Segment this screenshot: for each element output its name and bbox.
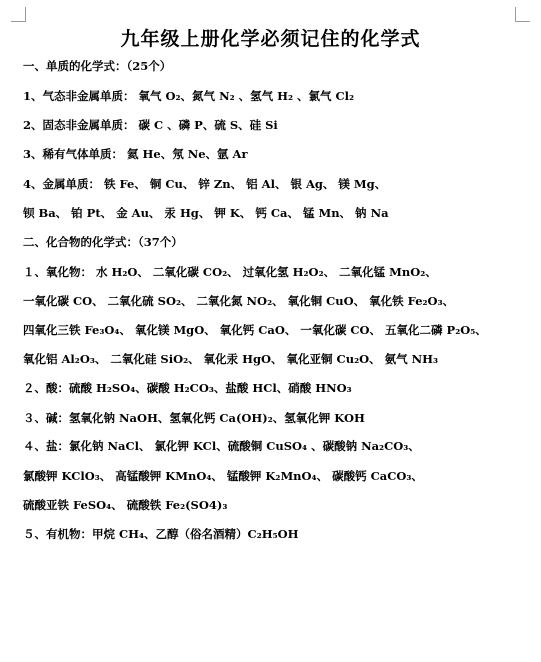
text-line <box>23 497 533 513</box>
crop-mark-top-right <box>515 7 530 22</box>
line-text: 一氧化碳 CO、 二氧化硫 SO₂、 二氧化氮 NO₂、 氧化铜 CuO、 氧化铁 Fe₂O₃、 <box>23 294 455 308</box>
line-text: 3、稀有气体单质： 氦 He、氖 Ne、氩 Ar <box>23 147 248 161</box>
line-text: 钡 Ba、 铂 Pt、 金 Au、 汞 Hg、 钾 K、 钙 Ca、 锰 Mn、 钠 Na <box>23 206 389 220</box>
text-line <box>23 468 533 484</box>
text-line <box>23 351 533 367</box>
text-line <box>23 380 533 396</box>
line-text: １、氧化物： 水 H₂O、 二氧化碳 CO₂、 过氧化氢 H₂O₂、 二氧化锰 MnO₂、 <box>23 265 437 279</box>
page-title: 九年级上册化学必须记住的化学式 <box>120 28 421 50</box>
text-line <box>23 58 533 74</box>
text-line <box>23 293 533 309</box>
line-text: ２、酸：硫酸 H₂SO₄、碳酸 H₂CO₃、盐酸 HCl、硝酸 HNO₃ <box>23 381 352 395</box>
line-text: 氧化铝 Al₂O₃、 二氧化硅 SiO₂、 氧化汞 HgO、 氧化亚铜 Cu₂O、 氨气 NH₃ <box>23 352 439 366</box>
text-line <box>23 117 533 133</box>
text-line <box>23 264 533 280</box>
text-line <box>23 410 533 426</box>
line-text: 二、化合物的化学式：（37个） <box>23 235 183 249</box>
line-text: 2、固态非金属单质： 碳 C 、磷 P、硫 S、硅 Si <box>23 118 278 132</box>
line-text: ５、有机物：甲烷 CH₄、乙醇（俗名酒精）C₂H₅OH <box>23 527 299 541</box>
line-text: ３、碱：氢氧化钠 NaOH、氢氧化钙 Ca(OH)₂、氢氧化钾 KOH <box>23 411 365 425</box>
line-text: 四氧化三铁 Fe₃O₄、 氧化镁 MgO、 氧化钙 CaO、 一氧化碳 CO、 五氧化二磷 P₂O₅、 <box>23 323 487 337</box>
text-line <box>23 234 533 250</box>
line-text: 4、金属单质： 铁 Fe、 铜 Cu、 锌 Zn、 铝 Al、 银 Ag、 镁 Mg、 <box>23 177 387 191</box>
text-line <box>23 146 533 162</box>
line-text: 氯酸钾 KClO₃、 高锰酸钾 KMnO₄、 锰酸钾 K₂MnO₄、 碳酸钙 CaCO₃、 <box>23 469 423 483</box>
text-line <box>23 322 533 338</box>
line-text: 硫酸亚铁 FeSO₄、 硫酸铁 Fe₂(SO4)₃ <box>23 498 228 512</box>
text-line <box>23 176 533 192</box>
line-text: 一、单质的化学式：（25个） <box>23 59 172 73</box>
text-line <box>23 438 533 454</box>
line-text: 1、气态非金属单质： 氧气 O₂、氮气 N₂ 、氢气 H₂ 、氯气 Cl₂ <box>23 89 355 103</box>
line-text: ４、盐：氯化钠 NaCl、 氯化钾 KCl、硫酸铜 CuSO₄ 、碳酸钠 Na₂CO₃、 <box>23 439 420 453</box>
crop-mark-top-left <box>11 7 26 22</box>
text-line <box>23 205 533 221</box>
text-line <box>23 88 533 104</box>
text-line <box>23 526 533 542</box>
